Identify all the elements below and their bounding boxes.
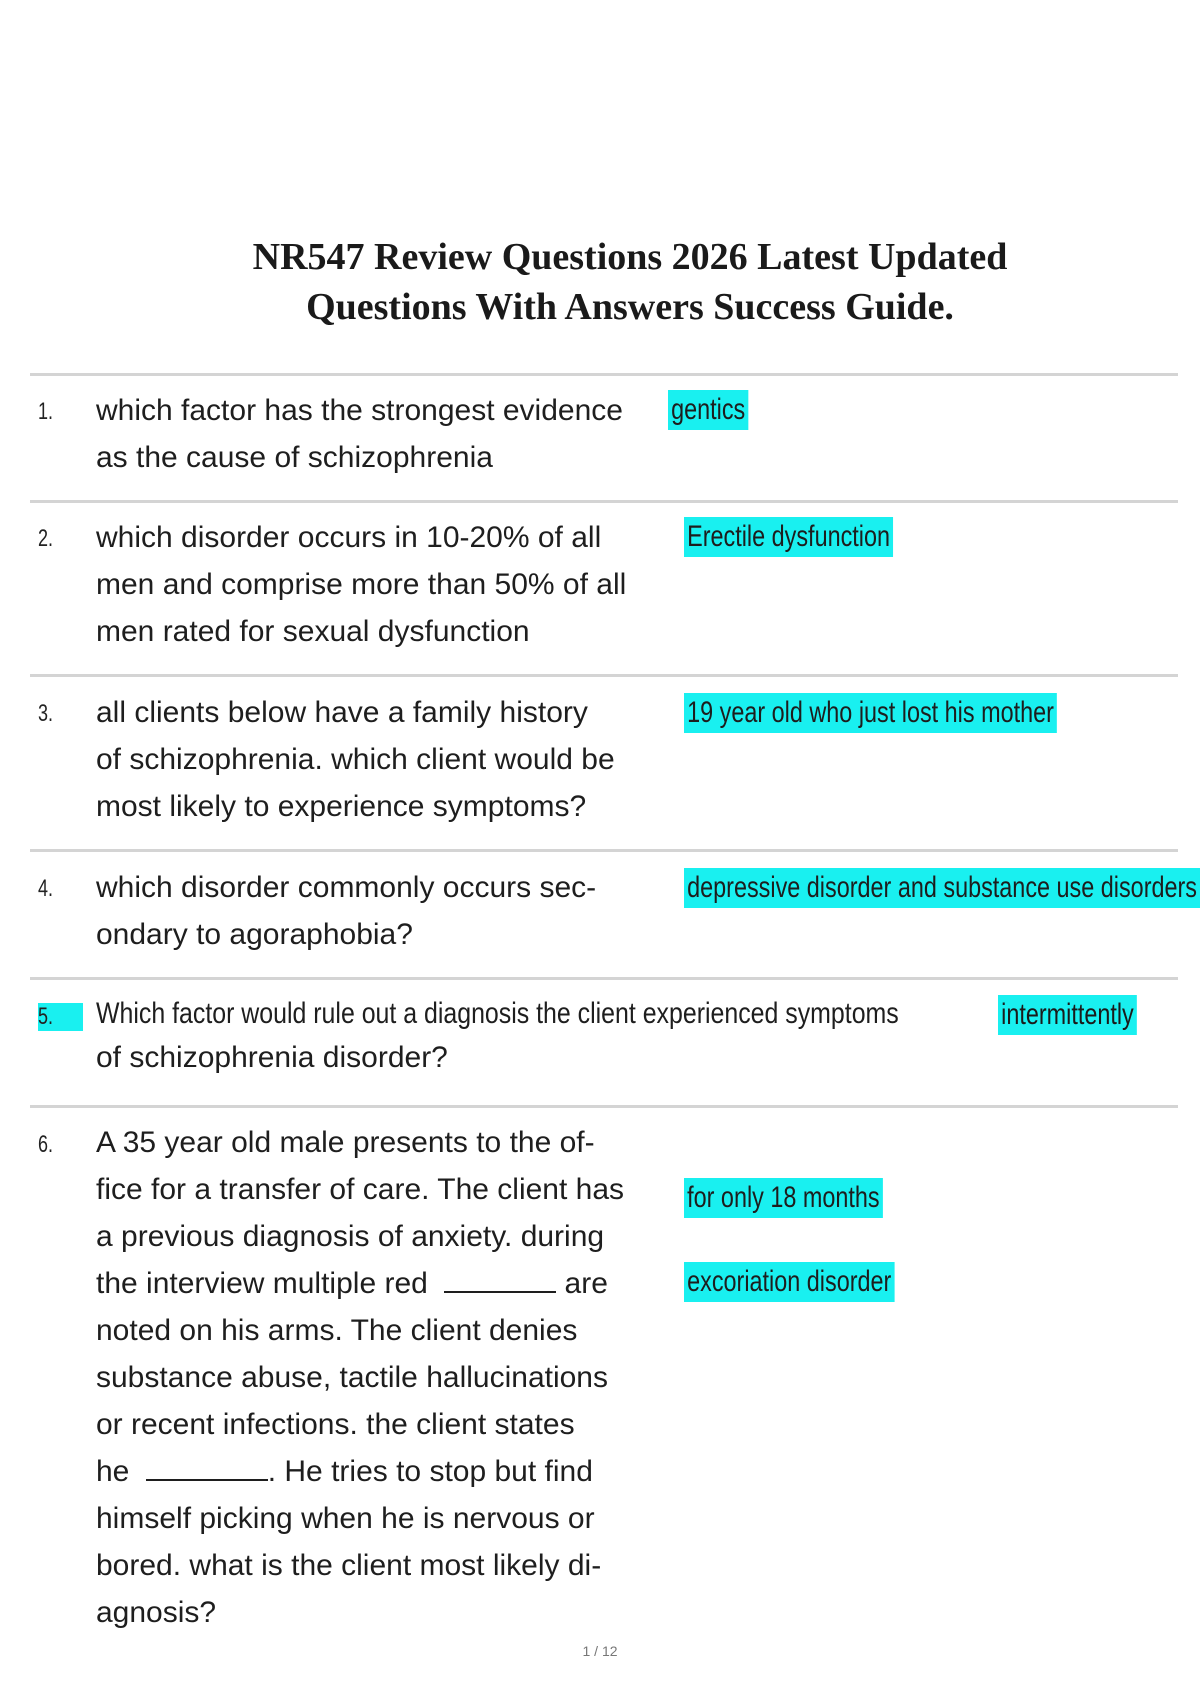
title-line-1: NR547 Review Questions 2026 Latest Updated — [252, 236, 1008, 278]
divider — [30, 373, 1178, 376]
question-number: 1. — [38, 398, 54, 425]
question-number: 3. — [38, 700, 54, 727]
divider — [30, 500, 1178, 503]
title-line-2: Questions With Answers Success Guide. — [306, 286, 954, 328]
answer-highlight: gentics — [668, 390, 748, 430]
question-text: all clients below have a family history of schizophrenia. which client would be most likely to experience symptoms? — [96, 696, 615, 823]
question-text: which factor has the strongest evidence as the cause of schizophrenia — [96, 394, 623, 474]
answer-highlight: intermittently — [998, 995, 1137, 1035]
answer-highlight-2: excoriation disorder — [684, 1262, 894, 1302]
answer-highlight: 19 year old who just lost his mother — [684, 693, 1057, 733]
fill-blank — [444, 1261, 556, 1293]
question-text: Which factor would rule out a diagnosis the client experienced symptoms of schizophrenia disorder? — [96, 997, 899, 1074]
fill-blank — [146, 1449, 268, 1481]
document-title — [0, 232, 1200, 332]
question-text: A 35 year old male presents to the of- fice for a transfer of care. The client has a previous diagnosis of anxiety. during the interview multiple red are noted on his arms. The client denies substance abuse, tactile hallucinations or recent infections. the client states he . He tries to stop but find himself picking when he is nervous or bored. what is the client most likely di- agnosis? — [96, 1126, 625, 1629]
page-indicator: 1 / 12 — [582, 1643, 618, 1659]
question-number: 2. — [38, 525, 54, 552]
question-text: which disorder occurs in 10-20% of all men and comprise more than 50% of all men rated for sexual dysfunction — [96, 521, 627, 648]
answer-highlight: Erectile dysfunction — [684, 517, 893, 557]
question-number: 6. — [38, 1131, 54, 1158]
answer-highlight: depressive disorder and substance use disorders — [684, 868, 1200, 908]
answer-highlight-1: for only 18 months — [684, 1178, 883, 1218]
divider — [30, 977, 1178, 980]
divider — [30, 1105, 1178, 1108]
question-text: which disorder commonly occurs sec- ondary to agoraphobia? — [96, 871, 597, 951]
question-number: 4. — [38, 875, 54, 902]
divider — [30, 849, 1178, 852]
question-number-highlighted: 5. — [38, 1003, 83, 1031]
divider — [30, 674, 1178, 677]
